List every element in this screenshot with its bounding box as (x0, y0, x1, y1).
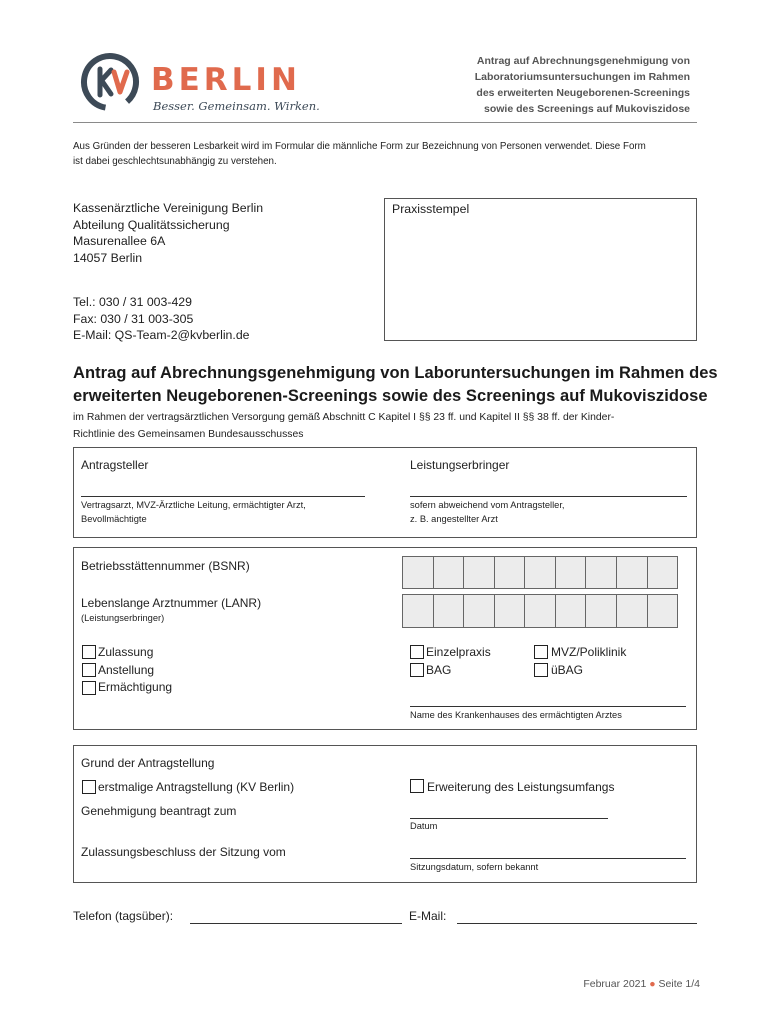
lanr-label: Lebenslange Arztnummer (LANR) (81, 596, 262, 610)
option-anstellung: Anstellung (98, 663, 155, 677)
approval-date-label: Genehmigung beantragt zum (81, 804, 237, 818)
session-date-field[interactable] (410, 858, 686, 859)
checkbox-extension[interactable] (410, 779, 424, 793)
option-extension: Erweiterung des Leistungsumfangs (427, 780, 615, 794)
option-first-application: erstmalige Antragstellung (KV Berlin) (98, 780, 295, 794)
approval-date-field[interactable] (410, 818, 608, 819)
phone-field[interactable] (190, 923, 402, 924)
option-einzelpraxis: Einzelpraxis (426, 645, 491, 659)
bsnr-label: Betriebsstättennummer (BSNR) (81, 559, 250, 573)
provider-name-field[interactable] (410, 496, 687, 497)
date-label: Datum (410, 821, 438, 831)
logo-wordmark: BERLIN (151, 62, 301, 98)
bsnr-input[interactable] (402, 556, 678, 589)
session-label: Zulassungsbeschluss der Sitzung vom (81, 845, 286, 859)
checkbox-einzelpraxis[interactable] (410, 645, 424, 659)
intro-note: Aus Gründen der besseren Lesbarkeit wird im Formular die männliche Form zur Bezeichnung von Personen verwendet. Diese Form ist dabei geschlechtsunabhängig zu verstehen. (73, 141, 646, 167)
checkbox-uebag[interactable] (534, 663, 548, 677)
main-title: Antrag auf Abrechnungsgenehmigung von Laboruntersuchungen im Rahmen des erweiterten Neugeborenen-Screenings sowie des Screenings auf Mukoviszidose (73, 364, 718, 405)
option-zulassung: Zulassung (98, 645, 154, 659)
option-mvz: MVZ/Poliklinik (551, 645, 627, 659)
checkbox-zulassung[interactable] (82, 645, 96, 659)
checkbox-mvz[interactable] (534, 645, 548, 659)
option-uebag: üBAG (551, 663, 584, 677)
applicant-name-field[interactable] (81, 496, 365, 497)
checkbox-anstellung[interactable] (82, 663, 96, 677)
header-divider (73, 122, 697, 123)
email-label: E-Mail: (409, 909, 447, 923)
option-bag: BAG (426, 663, 452, 677)
applicant-hint: Vertragsarzt, MVZ-Ärztliche Leitung, ermächtigter Arzt, Bevollmächtigte (81, 500, 306, 524)
logo-tagline: Besser. Gemeinsam. Wirken. (153, 99, 320, 113)
hospital-name-field[interactable] (410, 706, 686, 707)
lanr-sublabel: (Leistungserbringer) (81, 613, 165, 623)
session-hint: Sitzungsdatum, sofern bekannt (410, 862, 539, 872)
footer-dot-icon: ● (649, 978, 656, 990)
kv-address: Kassenärztliche Vereinigung Berlin Abteilung Qualitätssicherung Masurenallee 6A 14057 Berlin (73, 201, 264, 265)
stamp-label: Praxisstempel (392, 202, 470, 216)
page-footer: Februar 2021 ● Seite 1/4 (583, 978, 700, 990)
kv-berlin-logo (80, 52, 320, 114)
practice-stamp-box[interactable] (384, 198, 697, 341)
phone-label: Telefon (tagsüber): (73, 909, 174, 923)
main-subtitle: im Rahmen der vertragsärztlichen Versorgung gemäß Abschnitt C Kapitel I §§ 23 ff. und Kapitel II §§ 38 ff. der Kinder- Richtlinie des Gemeinsamen Bundesausschusses (73, 412, 615, 440)
ids-status-section (73, 547, 697, 730)
provider-hint: sofern abweichend vom Antragsteller, z. B. angestellter Arzt (410, 500, 565, 524)
lanr-input[interactable] (402, 594, 678, 628)
checkbox-bag[interactable] (410, 663, 424, 677)
kv-logo-icon (80, 52, 140, 112)
checkbox-first-application[interactable] (82, 780, 96, 794)
applicant-section (73, 447, 697, 538)
hospital-label: Name des Krankenhauses des ermächtigten Arztes (410, 710, 622, 720)
header-title: Antrag auf Abrechnungsgenehmigung von Laboratoriumsuntersuchungen im Rahmen des erweiterten Neugeborenen-Screenings sowie des Screenings auf Mukoviszidose (474, 55, 690, 115)
reason-title: Grund der Antragstellung (81, 756, 215, 770)
option-ermaechtigung: Ermächtigung (98, 680, 173, 694)
reason-section (73, 745, 697, 883)
kv-contact: Tel.: 030 / 31 003-429 Fax: 030 / 31 003-305 E-Mail: QS-Team-2@kvberlin.de (73, 295, 250, 342)
applicant-label: Antragsteller (81, 458, 149, 472)
provider-label: Leistungserbringer (410, 458, 510, 472)
checkbox-ermaechtigung[interactable] (82, 681, 96, 695)
email-field[interactable] (457, 923, 697, 924)
